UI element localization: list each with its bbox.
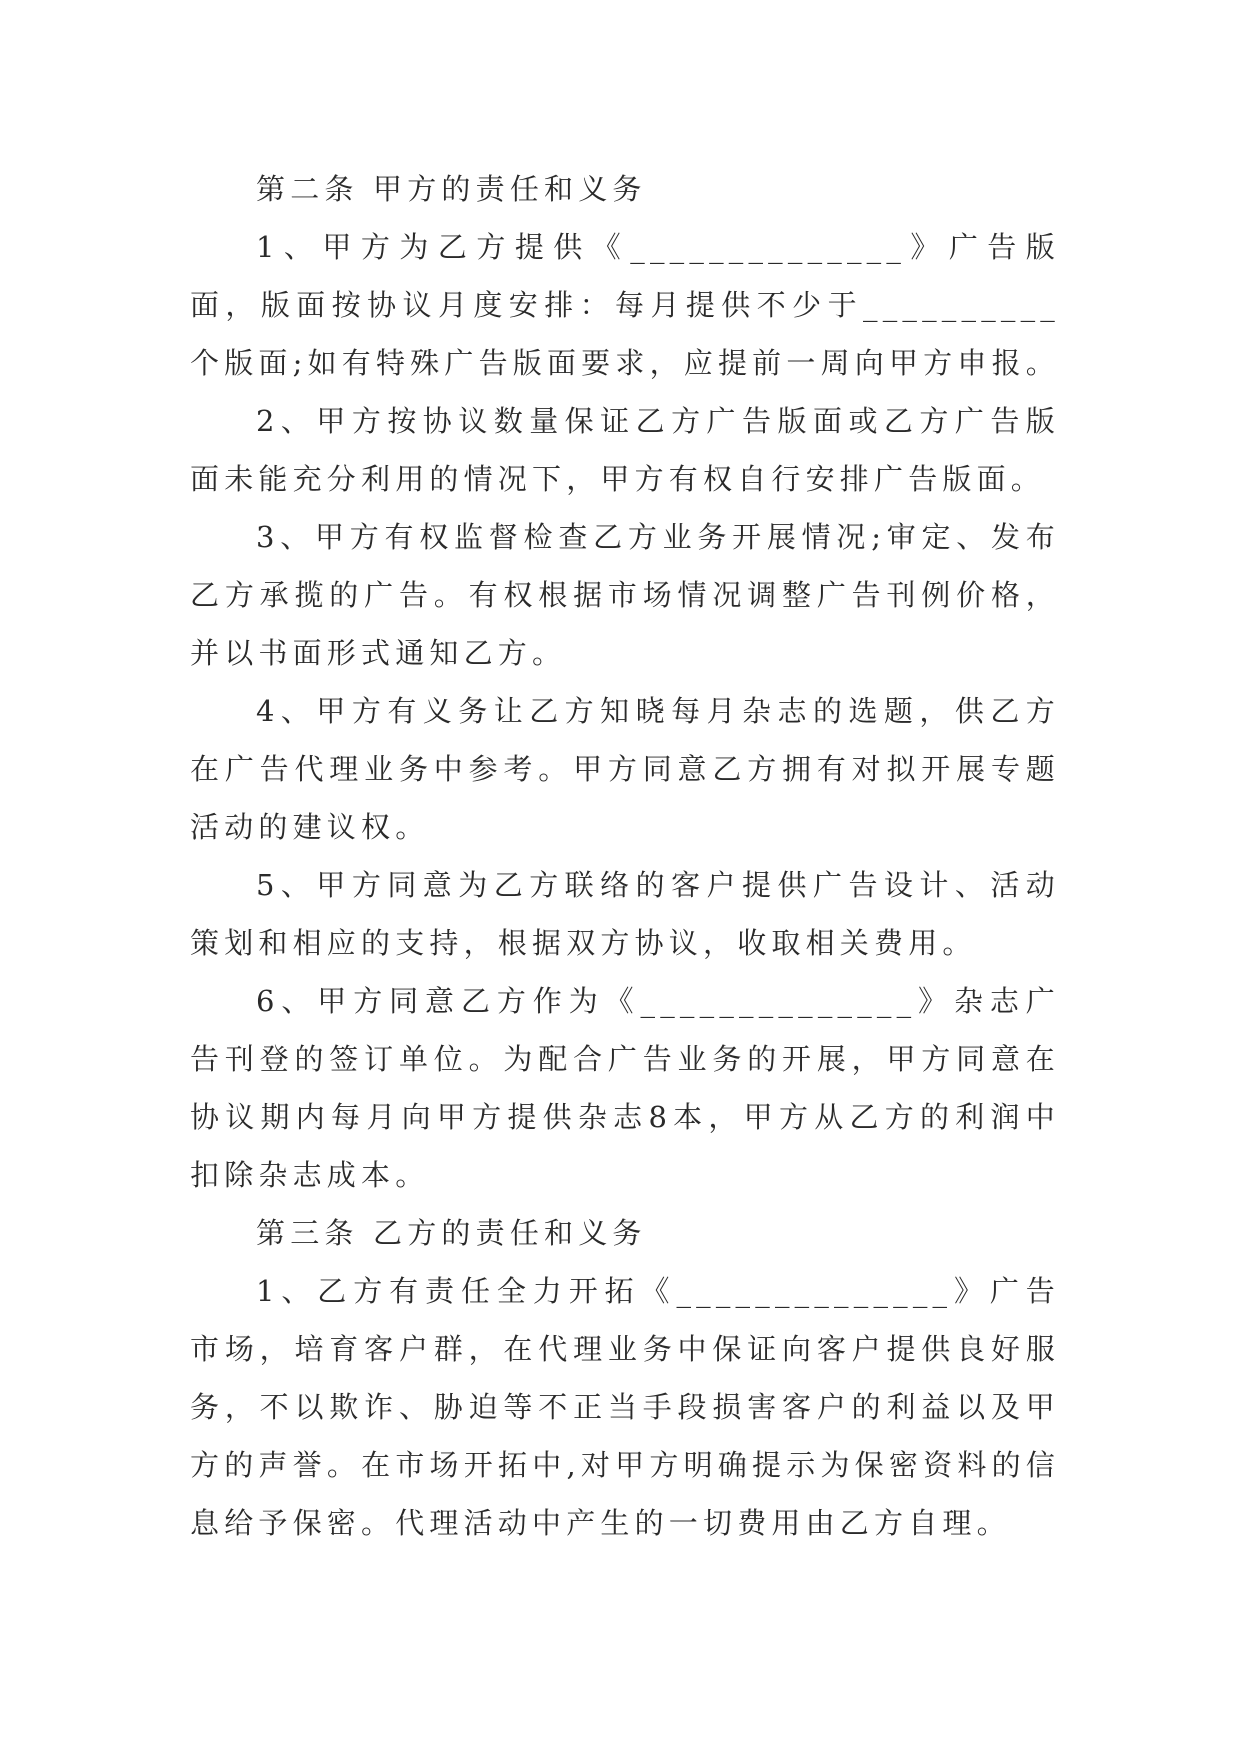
clause-2-5: 5、甲方同意为乙方联络的客户提供广告设计、活动策划和相应的支持，根据双方协议，收取相关费用。 xyxy=(190,868,1060,960)
clause-2-3: 3、甲方有权监督检查乙方业务开展情况;审定、发布乙方承揽的广告。有权根据市场情况调整广告刊例价格，并以书面形式通知乙方。 xyxy=(190,520,1060,670)
document-body xyxy=(190,160,1060,1552)
section-heading-2: 第二条 甲方的责任和义务 xyxy=(256,172,647,206)
section-heading-3: 第三条 乙方的责任和义务 xyxy=(256,1216,647,1250)
clause-2-2: 2、甲方按协议数量保证乙方广告版面或乙方广告版面未能充分利用的情况下，甲方有权自行安排广告版面。 xyxy=(190,404,1060,496)
clause-2-6: 6、甲方同意乙方作为《______________》杂志广告刊登的签订单位。为配合广告业务的开展，甲方同意在协议期内每月向甲方提供杂志8本，甲方从乙方的利润中扣除杂志成本。 xyxy=(190,984,1060,1192)
clause-2-4: 4、甲方有义务让乙方知晓每月杂志的选题，供乙方在广告代理业务中参考。甲方同意乙方拥有对拟开展专题活动的建议权。 xyxy=(190,694,1060,844)
clause-2-1: 1、甲方为乙方提供《______________》广告版面，版面按协议月度安排：每月提供不少于__________个版面;如有特殊广告版面要求，应提前一周向甲方申报。 xyxy=(190,230,1060,380)
clause-3-1: 1、乙方有责任全力开拓《______________》广告市场，培育客户群，在代理业务中保证向客户提供良好服务，不以欺诈、胁迫等不正当手段损害客户的利益以及甲方的声誉。在市场开拓中,对甲方明确提示为保密资料的信息给予保密。代理活动中产生的一切费用由乙方自理。 xyxy=(190,1274,1060,1540)
